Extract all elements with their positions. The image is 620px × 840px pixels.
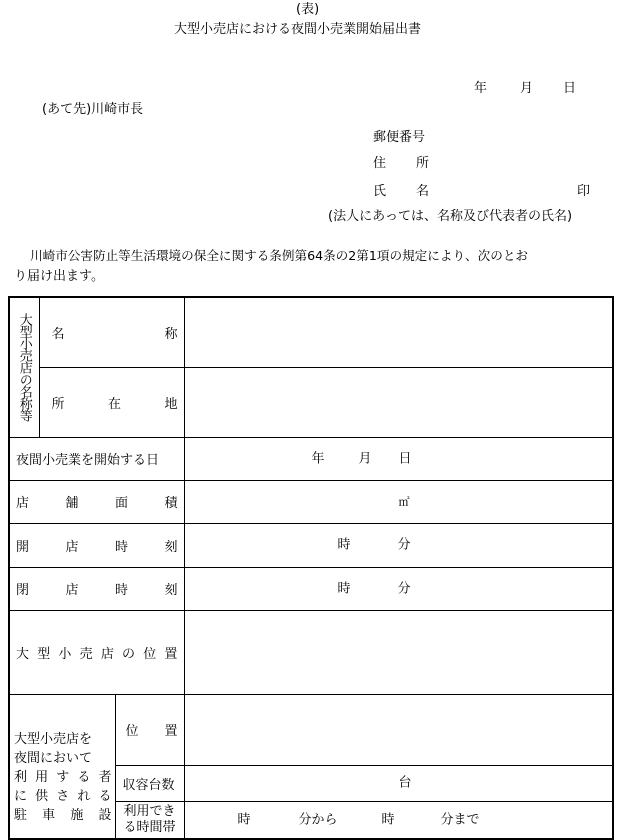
store-position-row xyxy=(9,610,613,694)
parking-hours-label: 利用でき る時間帯 xyxy=(115,801,184,839)
closing-hour-unit: 時 xyxy=(337,581,351,596)
floor-area-field[interactable] xyxy=(184,480,613,523)
form-title: 大型小売店における夜間小売業開始届出書 xyxy=(174,22,422,37)
start-date-label: 夜間小売業を開始する日 xyxy=(9,437,184,480)
start-date-field[interactable] xyxy=(184,437,613,480)
parking-position-label: 位 置 xyxy=(115,694,184,765)
parking-group-label: 大型小売店を 夜間において 利 用 す る 者 に 供 さ れ る 駐 車 施 設 xyxy=(9,694,115,839)
closing-time-row xyxy=(9,567,613,610)
address-label: 住 所 xyxy=(373,156,429,171)
store-info-group-label: 大型小売店の名称等 xyxy=(9,297,39,437)
store-location-row xyxy=(9,367,613,437)
parking-end-hour-unit: 時 xyxy=(381,812,395,827)
parking-hours-field[interactable] xyxy=(184,801,613,839)
store-location-label: 所 在 地 xyxy=(39,367,184,437)
store-position-field[interactable] xyxy=(184,610,613,694)
notification-form-table xyxy=(8,296,614,840)
closing-minute-unit: 分 xyxy=(397,581,411,596)
parking-start-hour-unit: 時 xyxy=(237,812,251,827)
floor-area-row xyxy=(9,480,613,523)
start-date-row xyxy=(9,437,613,480)
floor-area-label: 店 舗 面 積 xyxy=(9,480,184,523)
parking-capacity-field[interactable] xyxy=(184,765,613,801)
parking-capacity-unit: 台 xyxy=(398,775,412,791)
intro-text-line2: り届け出ます。 xyxy=(14,269,104,284)
store-name-label: 名 称 xyxy=(39,297,184,367)
parking-end-minute-unit: 分まで xyxy=(440,812,480,827)
start-date-day: 日 xyxy=(398,451,412,466)
form-side-label: (表) xyxy=(296,2,320,17)
corporation-note: (法人にあっては、名称及び代表者の氏名) xyxy=(328,209,573,224)
opening-hour-unit: 時 xyxy=(337,537,351,553)
parking-capacity-label: 収容台数 xyxy=(115,765,184,801)
store-location-field[interactable] xyxy=(184,367,613,437)
opening-time-row xyxy=(9,523,613,567)
store-name-row xyxy=(9,297,613,367)
parking-start-minute-unit: 分から xyxy=(298,812,338,827)
addressee: (あて先)川崎市長 xyxy=(42,102,144,117)
date-month-label: 月 xyxy=(520,81,534,96)
start-date-month: 月 xyxy=(358,451,372,466)
date-day-label: 日 xyxy=(563,81,577,96)
date-year-label: 年 xyxy=(474,81,488,96)
opening-time-label: 開 店 時 刻 xyxy=(9,523,184,567)
intro-text-line1: 川崎市公害防止等生活環境の保全に関する条例第64条の2第1項の規定により、次のとお xyxy=(30,248,529,263)
seal-mark: 印 xyxy=(577,184,591,199)
parking-position-row xyxy=(9,694,613,765)
applicant-name-label: 氏 名 xyxy=(373,184,429,199)
store-position-label: 大 型 小 売 店 の 位 置 xyxy=(9,610,184,694)
opening-time-field[interactable] xyxy=(184,523,613,567)
parking-position-field[interactable] xyxy=(184,694,613,765)
store-name-field[interactable] xyxy=(184,297,613,367)
opening-minute-unit: 分 xyxy=(397,537,411,553)
closing-time-field[interactable] xyxy=(184,567,613,610)
floor-area-unit: ㎡ xyxy=(398,495,410,508)
postal-code-label: 郵便番号 xyxy=(373,130,426,145)
start-date-year: 年 xyxy=(311,451,325,466)
closing-time-label: 閉 店 時 刻 xyxy=(9,567,184,610)
